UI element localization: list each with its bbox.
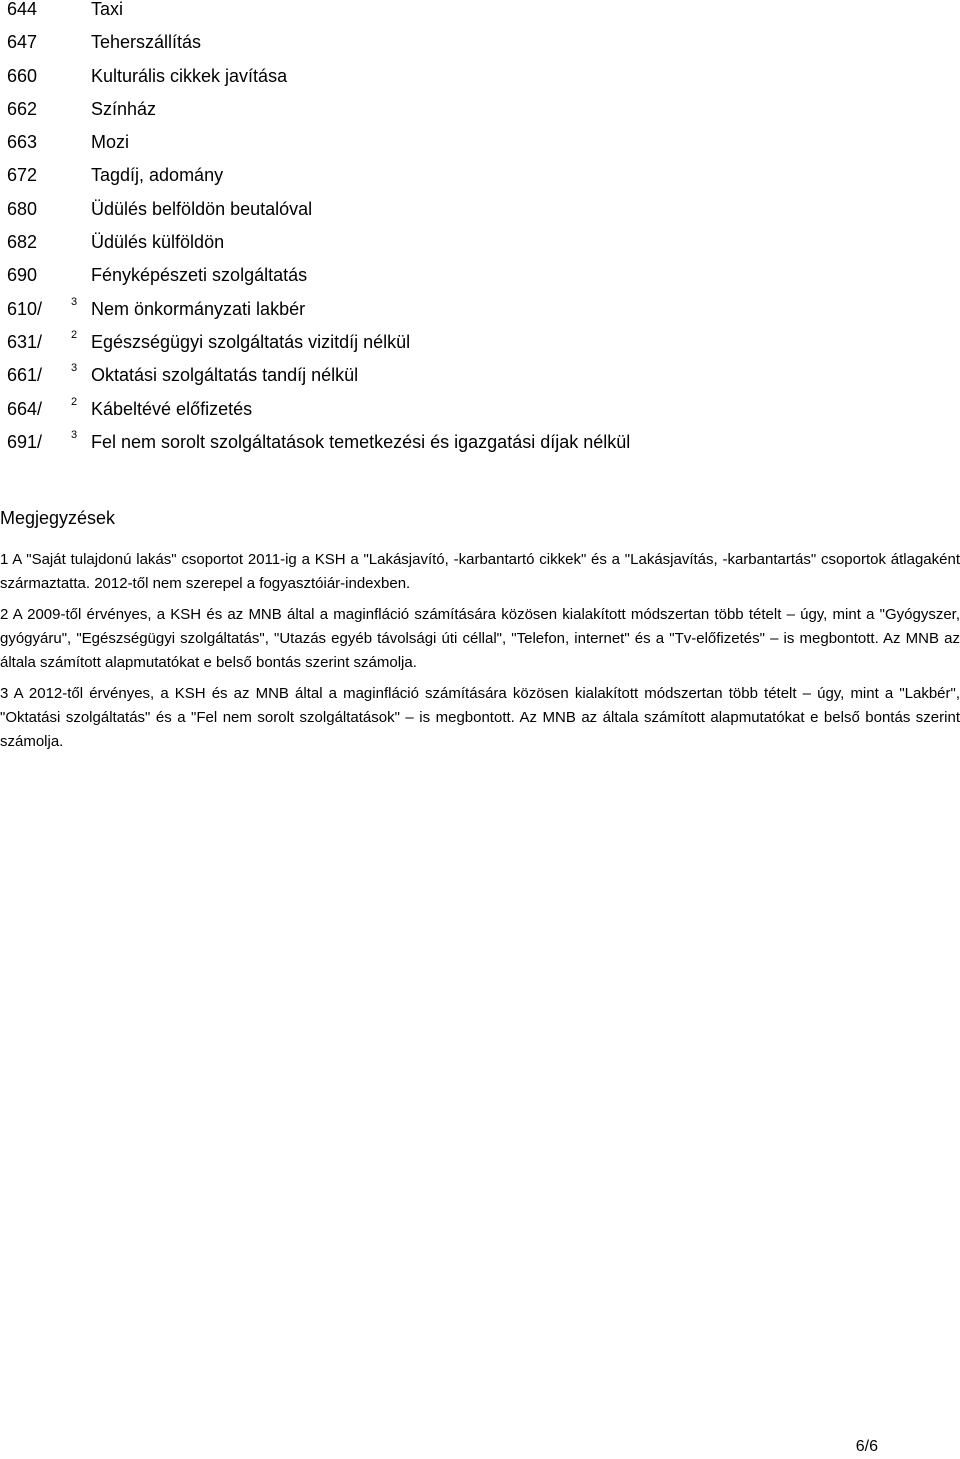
page-number: 6/6 (855, 1438, 878, 1455)
code-label: Kábeltévé előfizetés (91, 398, 253, 419)
code-number: 664/ (7, 398, 43, 419)
code-label: Nem önkormányzati lakbér (91, 298, 306, 319)
code-number: 631/ (7, 331, 43, 352)
code-label: Oktatási szolgáltatás tandíj nélkül (91, 365, 359, 386)
code-row (0, 33, 960, 66)
code-number: 660 (7, 65, 38, 86)
code-label: Üdülés belföldön beutalóval (91, 198, 313, 219)
code-number: 661/ (7, 365, 43, 386)
code-label: Teherszállítás (91, 32, 202, 53)
code-row (0, 200, 960, 233)
code-row (0, 0, 960, 33)
code-label: Kulturális cikkek javítása (91, 65, 288, 86)
note-3: 3 A 2012-től érvényes, a KSH és az MNB által a maginfláció számítására közösen kialakított módszertan több tételt – úgy, mint a "Lakbér", "Oktatási szolgáltatás" és a "Fel nem sorolt szolgáltatások" – is megbontott. Az MNB az általa számított alapmutatókat e belső bontás szerint számolja. (0, 685, 960, 750)
code-row (0, 266, 960, 299)
code-row (0, 428, 960, 466)
code-label: Mozi (91, 132, 130, 153)
code-label: Tagdíj, adomány (91, 165, 224, 186)
code-number: 610/ (7, 298, 43, 319)
code-row (0, 362, 960, 399)
code-label: Fel nem sorolt szolgáltatások temetkezési és igazgatási díjak nélkül (91, 431, 631, 452)
code-label: Fényképészeti szolgáltatás (91, 265, 308, 286)
footnote-ref: 3 (71, 295, 78, 308)
code-list (0, 0, 960, 466)
code-row (0, 295, 960, 333)
code-number: 672 (7, 165, 38, 186)
code-number: 663 (7, 132, 38, 153)
code-number: 644 (7, 0, 38, 19)
code-number: 680 (7, 198, 38, 219)
code-row (0, 100, 960, 133)
code-row (0, 328, 960, 366)
footnote-ref: 2 (71, 328, 78, 341)
code-row (0, 133, 960, 166)
code-label: Egészségügyi szolgáltatás vizitdíj nélkül (91, 331, 411, 352)
code-row (0, 395, 960, 433)
code-number: 691/ (7, 431, 43, 452)
code-row (0, 233, 960, 266)
note-1: 1 A "Saját tulajdonú lakás" csoportot 2011-ig a KSH a "Lakásjavító, -karbantartó cikkek" és a "Lakásjavítás, -karbantartás" csoportok átlagaként származtatta. 2012-től nem szerepel a fogyasztóiár-indexben. (0, 551, 960, 592)
notes-section (0, 508, 960, 761)
footnote-ref: 3 (71, 362, 78, 375)
note-2: 2 A 2009-től érvényes, a KSH és az MNB által a maginfláció számítására közösen kialakított módszertan több tételt – úgy, mint a "Gyógyszer, gyógyáru", "Egészségügyi szolgáltatás", "Utazás egyéb távolsági úti céllal", "Telefon, internet" és a "Tv-előfizetés" – is megbontott. Az MNB az általa számított alapmutatókat e belső bontás szerint számolja. (0, 606, 960, 671)
notes-heading: Megjegyzések (0, 508, 116, 528)
footnote-ref: 2 (71, 395, 78, 408)
code-row (0, 166, 960, 199)
code-label: Üdülés külföldön (91, 232, 225, 253)
code-number: 662 (7, 98, 38, 119)
code-number: 647 (7, 32, 38, 53)
footnote-ref: 3 (71, 428, 78, 441)
code-label: Taxi (91, 0, 124, 19)
code-row (0, 67, 960, 100)
code-label: Színház (91, 98, 157, 119)
code-number: 682 (7, 232, 38, 253)
code-number: 690 (7, 265, 38, 286)
